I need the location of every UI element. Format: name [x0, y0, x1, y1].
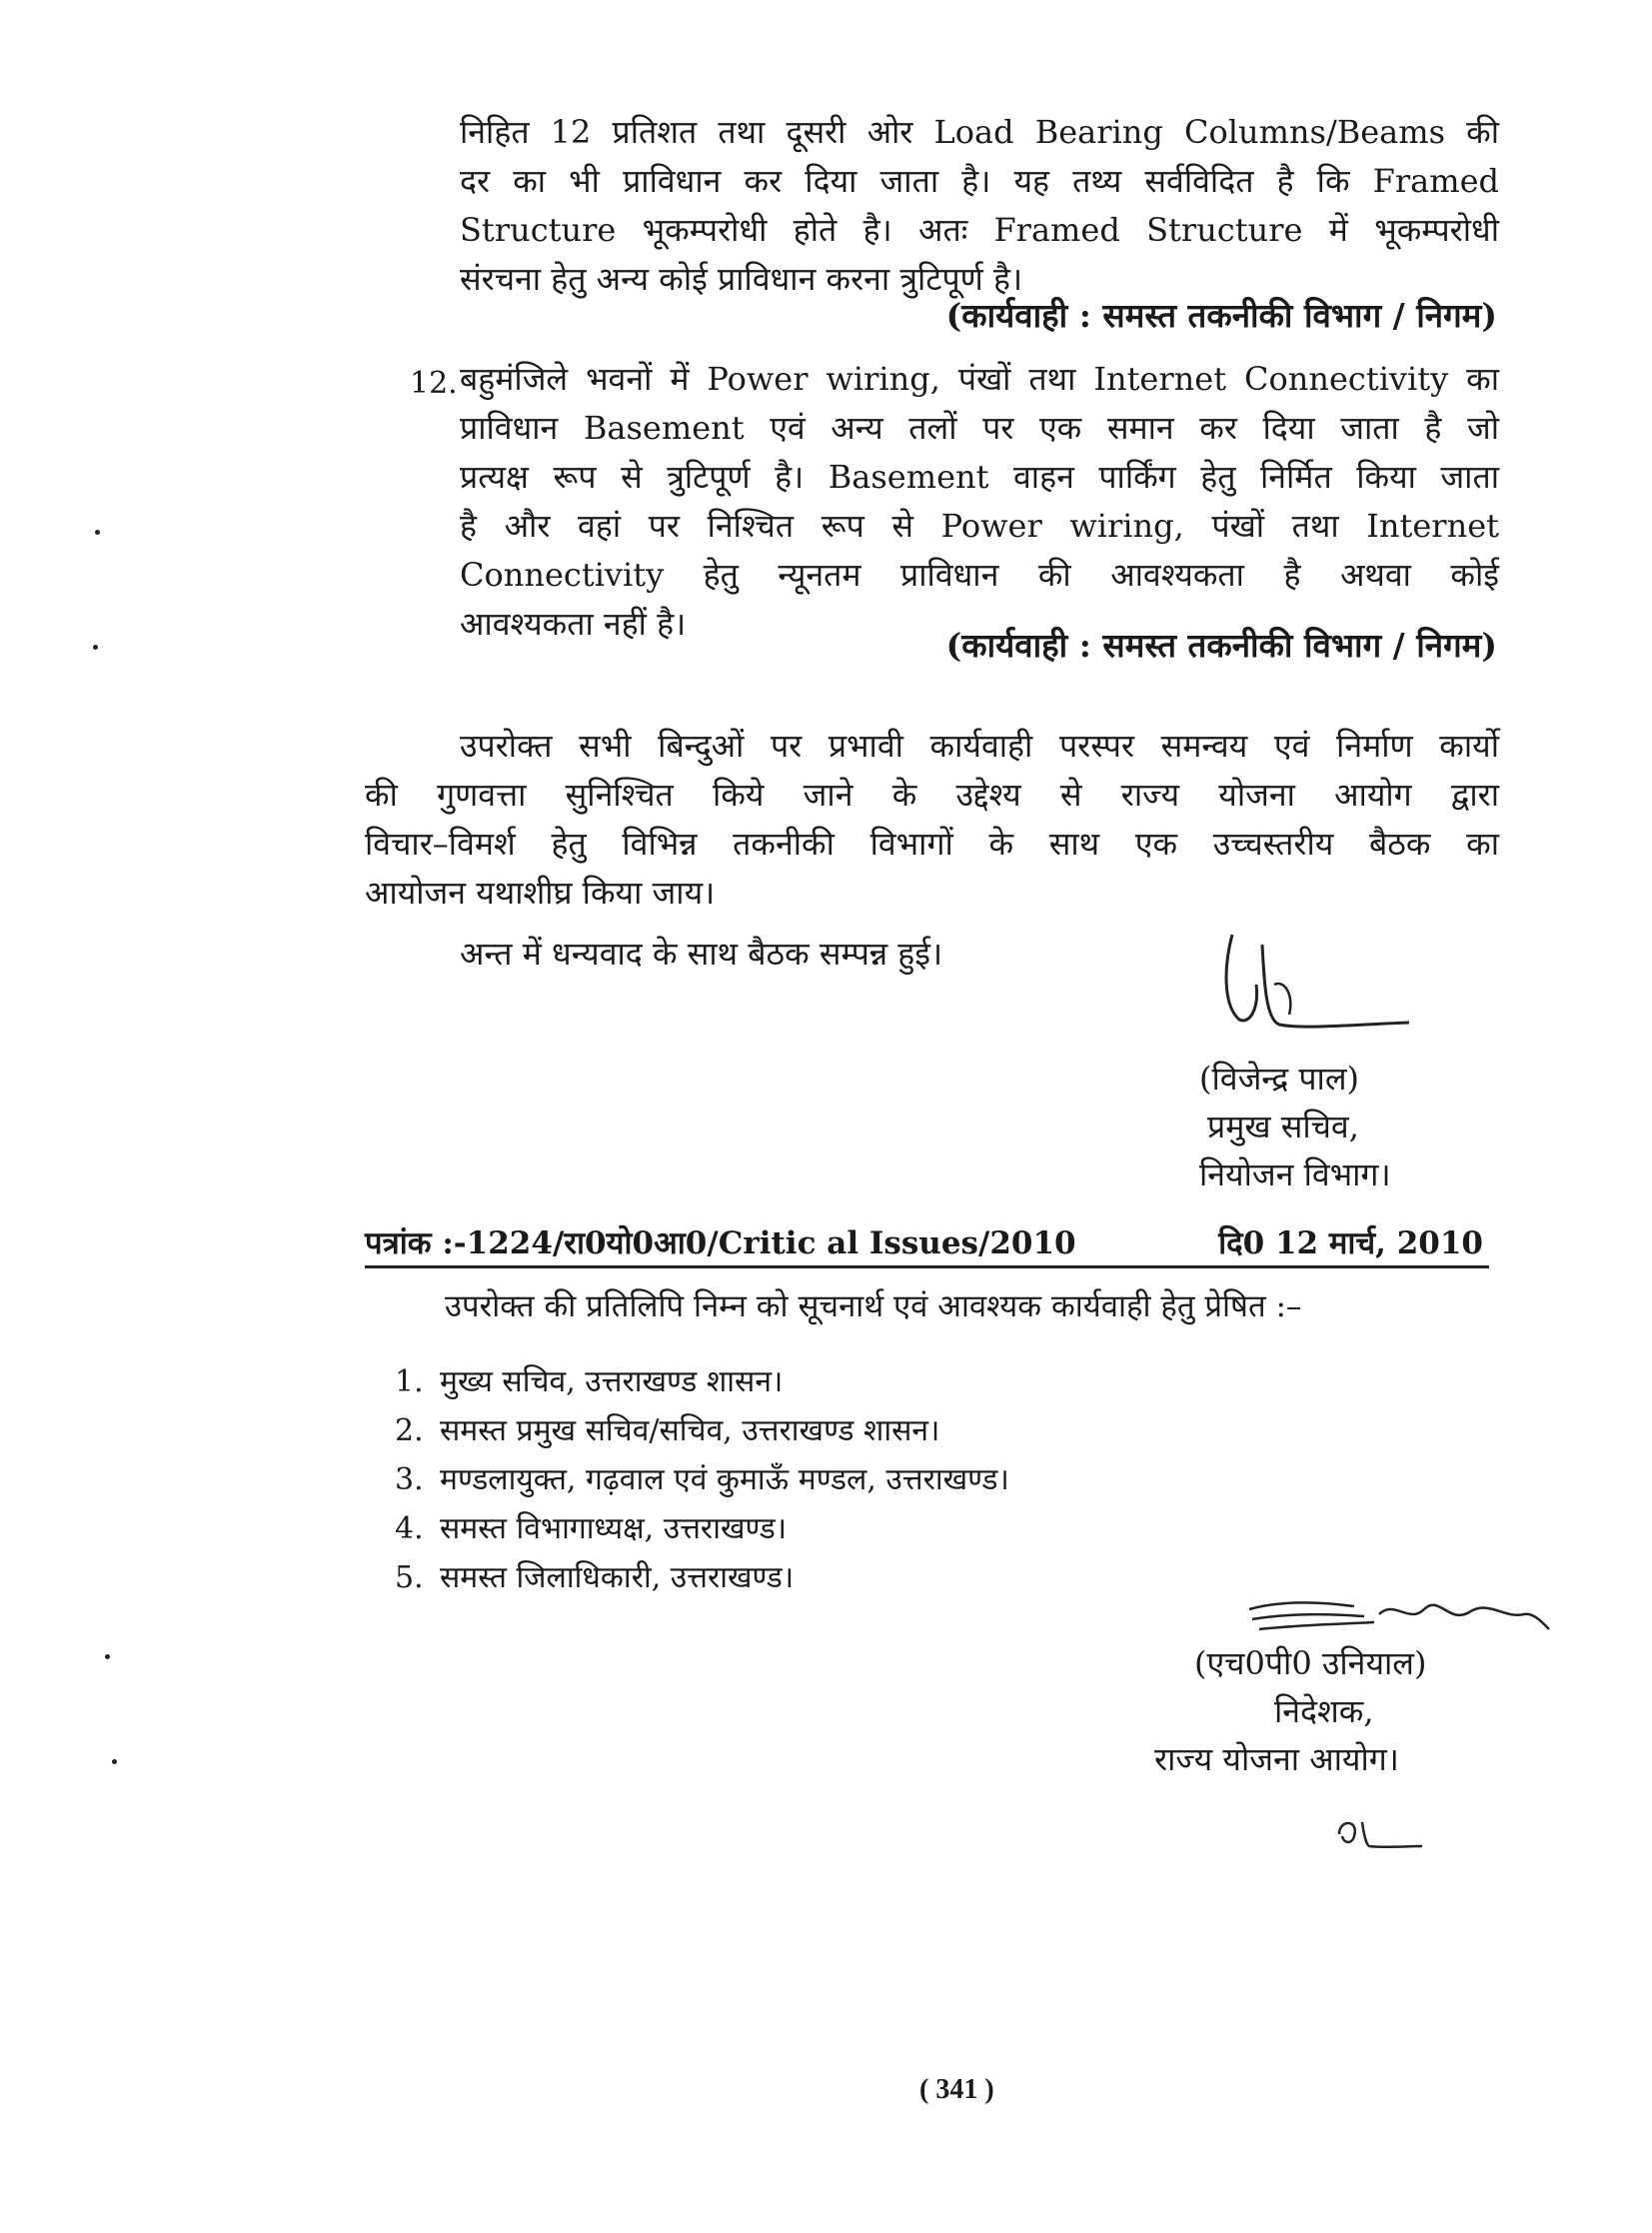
scan-speck [112, 1759, 117, 1764]
item-number: 5. [395, 1560, 424, 1595]
reference-number: पत्रांक :-1224/रा0यो0आ0/Critic al Issues/2010 [365, 1225, 1076, 1261]
list-item [395, 1408, 1009, 1457]
item-text: समस्त विभागाध्यक्ष, उत्तराखण्ड। [440, 1511, 788, 1546]
signatory-department: राज्य योजना आयोग। [1154, 1740, 1399, 1778]
list-item [395, 1506, 1009, 1555]
signatory-department: नियोजन विभाग। [1199, 1155, 1391, 1193]
list-item [395, 1555, 1009, 1604]
signature-vijendra-pal [1204, 925, 1424, 1045]
item-text: समस्त प्रमुख सचिव/सचिव, उत्तराखण्ड शासन। [440, 1413, 940, 1448]
item-text: मण्डलायुक्त, गढ़वाल एवं कुमाऊँ मण्डल, उत्तराखण्ड। [440, 1462, 1009, 1497]
signatory-designation: प्रमुख सचिव, [1207, 1108, 1359, 1145]
item-number: 3. [395, 1462, 424, 1497]
closing-line: अन्त में धन्यवाद के साथ बैठक सम्पन्न हुई। [460, 935, 943, 973]
text-line: आवश्यकता नहीं है। [460, 605, 687, 643]
text-line: Connectivity हेतु न्यूनतम प्राविधान की आवश्यकता है अथवा कोई [460, 556, 1499, 594]
signature-hp-uniyal [1244, 1584, 1554, 1644]
paragraph-conclusion [365, 722, 1499, 918]
paragraph-continuation [460, 108, 1499, 304]
signatory-block-1 [1199, 1055, 1391, 1198]
list-item [395, 1359, 1009, 1408]
item-number: 1. [395, 1364, 424, 1399]
text-line: Structure भूकम्परोधी होते है। अतः Framed Structure में भूकम्परोधी [460, 211, 1499, 249]
text-line: संरचना हेतु अन्य कोई प्राविधान करना त्रुटिपूर्ण है। [460, 260, 1023, 298]
text-line: उपरोक्त सभी बिन्दुओं पर प्रभावी कार्यवाही परस्पर समन्वय एवं निर्माण कार्यो [460, 727, 1499, 765]
text-line: प्राविधान Basement एवं अन्य तलों पर एक समान कर दिया जाता है जो [460, 409, 1499, 447]
signatory-block-2 [1154, 1639, 1427, 1783]
paragraph-point-12 [460, 355, 1499, 649]
item-number: 4. [395, 1511, 424, 1546]
text-line: की गुणवत्ता सुनिश्चित किये जाने के उद्देश्य से राज्य योजना आयोग द्वारा [365, 776, 1499, 814]
signatory-name: (विजेन्द्र पाल) [1199, 1060, 1360, 1098]
scan-speck [105, 1654, 110, 1659]
item-text: मुख्य सचिव, उत्तराखण्ड शासन। [440, 1364, 784, 1399]
text-line: है और वहां पर निश्चित रूप से Power wiring, पंखों तथा Internet [460, 507, 1499, 545]
scan-speck [93, 645, 98, 650]
initials-mark [1334, 1814, 1424, 1854]
copy-recipient-list [395, 1359, 1009, 1604]
text-line: प्रत्यक्ष रूप से त्रुटिपूर्ण है। Basement वाहन पार्किंग हेतु निर्मित किया जाता [460, 458, 1499, 496]
signatory-designation: निदेशक, [1274, 1692, 1374, 1730]
signatory-name: (एच0पी0 उनियाल) [1194, 1644, 1427, 1682]
text-line: निहित 12 प्रतिशत तथा दूसरी ओर Load Bearing Columns/Beams की [460, 113, 1499, 151]
item-text: समस्त जिलाधिकारी, उत्तराखण्ड। [440, 1560, 795, 1595]
point-number: 12. [410, 366, 458, 401]
action-note: (कार्यवाही : समस्त तकनीकी विभाग / निगम) [945, 626, 1497, 665]
copy-intro: उपरोक्त की प्रतिलिपि निम्न को सूचनार्थ एवं आवश्यक कार्यवाही हेतु प्रेषित :– [445, 1288, 1302, 1324]
item-number: 2. [395, 1413, 424, 1448]
action-note: (कार्यवाही : समस्त तकनीकी विभाग / निगम) [945, 296, 1497, 335]
list-item [395, 1457, 1009, 1506]
text-line: विचार–विमर्श हेतु विभिन्न तकनीकी विभागों के साथ एक उच्चस्तरीय बैठक का [365, 825, 1499, 863]
reference-date: दि0 12 मार्च, 2010 [1218, 1225, 1483, 1261]
text-line: दर का भी प्राविधान कर दिया जाता है। यह तथ्य सर्वविदित है कि Framed [460, 162, 1499, 200]
scan-speck [95, 530, 100, 535]
text-line: बहुमंजिले भवनों में Power wiring, पंखों तथा Internet Connectivity का [460, 360, 1499, 398]
reference-line [365, 1221, 1489, 1268]
text-line: आयोजन यथाशीघ्र किया जाय। [365, 874, 716, 912]
page-number: ( 341 ) [919, 2074, 994, 2105]
